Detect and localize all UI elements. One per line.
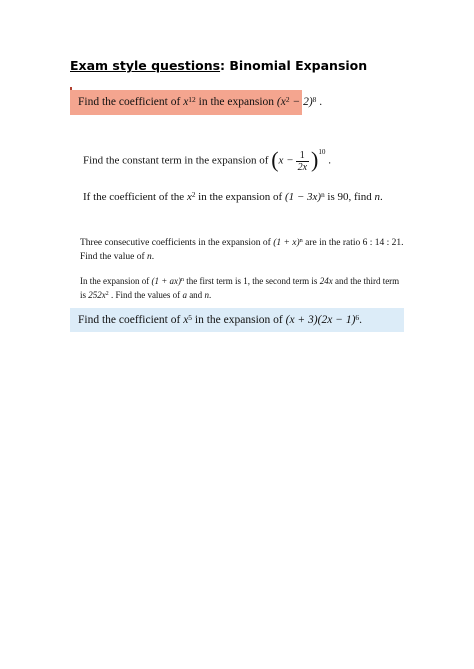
q6-text: in the expansion of	[192, 314, 286, 326]
q5-math: 24x	[319, 276, 333, 286]
q5-text: and	[186, 290, 205, 300]
q1-math: (x	[276, 96, 286, 108]
q3-text: .	[379, 191, 383, 203]
q5-math: a	[182, 290, 187, 300]
q1-math: x	[183, 96, 189, 108]
q3-text: If the coefficient of the	[83, 191, 187, 203]
close-paren: )	[311, 147, 319, 172]
q5-text: is	[80, 290, 89, 300]
q6-sup: 5	[188, 312, 193, 322]
q1-math: − 2)	[289, 96, 313, 108]
q5-text: In the expansion of	[80, 276, 152, 286]
q1-sup: 8	[312, 94, 317, 104]
q6-math: x	[183, 314, 189, 326]
title-rest: : Binomial Expansion	[220, 58, 368, 73]
q1-text: Find the coefficient of	[78, 96, 184, 108]
q5-text: and the third term	[332, 276, 400, 286]
q6-math: (x + 3)(2x − 1)	[285, 314, 356, 326]
q6-sup: 6	[355, 312, 360, 322]
question-5	[80, 274, 425, 302]
question-6	[70, 308, 404, 332]
q2-sup: 10	[318, 148, 326, 157]
q4-text: .	[151, 252, 155, 262]
q4-math: (1 + x)	[273, 238, 300, 248]
q1-sup: 12	[188, 94, 196, 104]
q3-text: in the expansion of	[195, 191, 285, 203]
q3-sup: 2	[191, 190, 196, 199]
q2-line	[83, 148, 331, 174]
q3-sup: n	[321, 190, 325, 199]
question-3	[83, 191, 383, 203]
q4-text: Three consecutive coefficients in the expansion of	[80, 238, 274, 248]
fraction-numerator: 1	[296, 150, 309, 162]
q3-text: is 90, find	[324, 191, 375, 203]
question-4	[80, 236, 420, 264]
q5-text: the first term is 1, the second term is	[183, 276, 320, 286]
q1-text: in the expansion	[195, 96, 277, 108]
q4-sup: n	[299, 238, 303, 245]
q1-sup: 2	[285, 94, 290, 104]
q4-text: Find the value of	[80, 252, 148, 262]
q2-text: .	[325, 154, 331, 167]
open-paren: (	[271, 147, 279, 172]
page-title	[70, 58, 367, 73]
fraction	[296, 150, 309, 173]
q2-math: x −	[278, 154, 294, 167]
question-1	[70, 90, 323, 115]
q1-text: .	[316, 96, 323, 108]
title-underlined: Exam style questions	[70, 58, 221, 73]
q3-math: (1 − 3x)	[284, 191, 322, 203]
q3-math: x	[186, 191, 192, 203]
q5-math: (1 + ax)	[151, 276, 182, 286]
q5-math: 252x	[88, 290, 106, 300]
q5-sup: 2	[105, 291, 109, 298]
q5-text: . Find the values of	[108, 290, 183, 300]
q3-math: n	[374, 191, 380, 203]
q2-text: Find the constant term in the expansion of	[83, 154, 272, 167]
q4-text: are in the ratio 6 : 14 : 21.	[302, 238, 404, 248]
q5-math: n	[204, 290, 209, 300]
q5-text: .	[208, 290, 212, 300]
q6-text: .	[359, 314, 363, 326]
fraction-denominator: 2x	[297, 161, 308, 173]
q4-math: n	[147, 252, 152, 262]
q6-text: Find the coefficient of	[78, 314, 184, 326]
q5-sup: n	[181, 277, 184, 284]
